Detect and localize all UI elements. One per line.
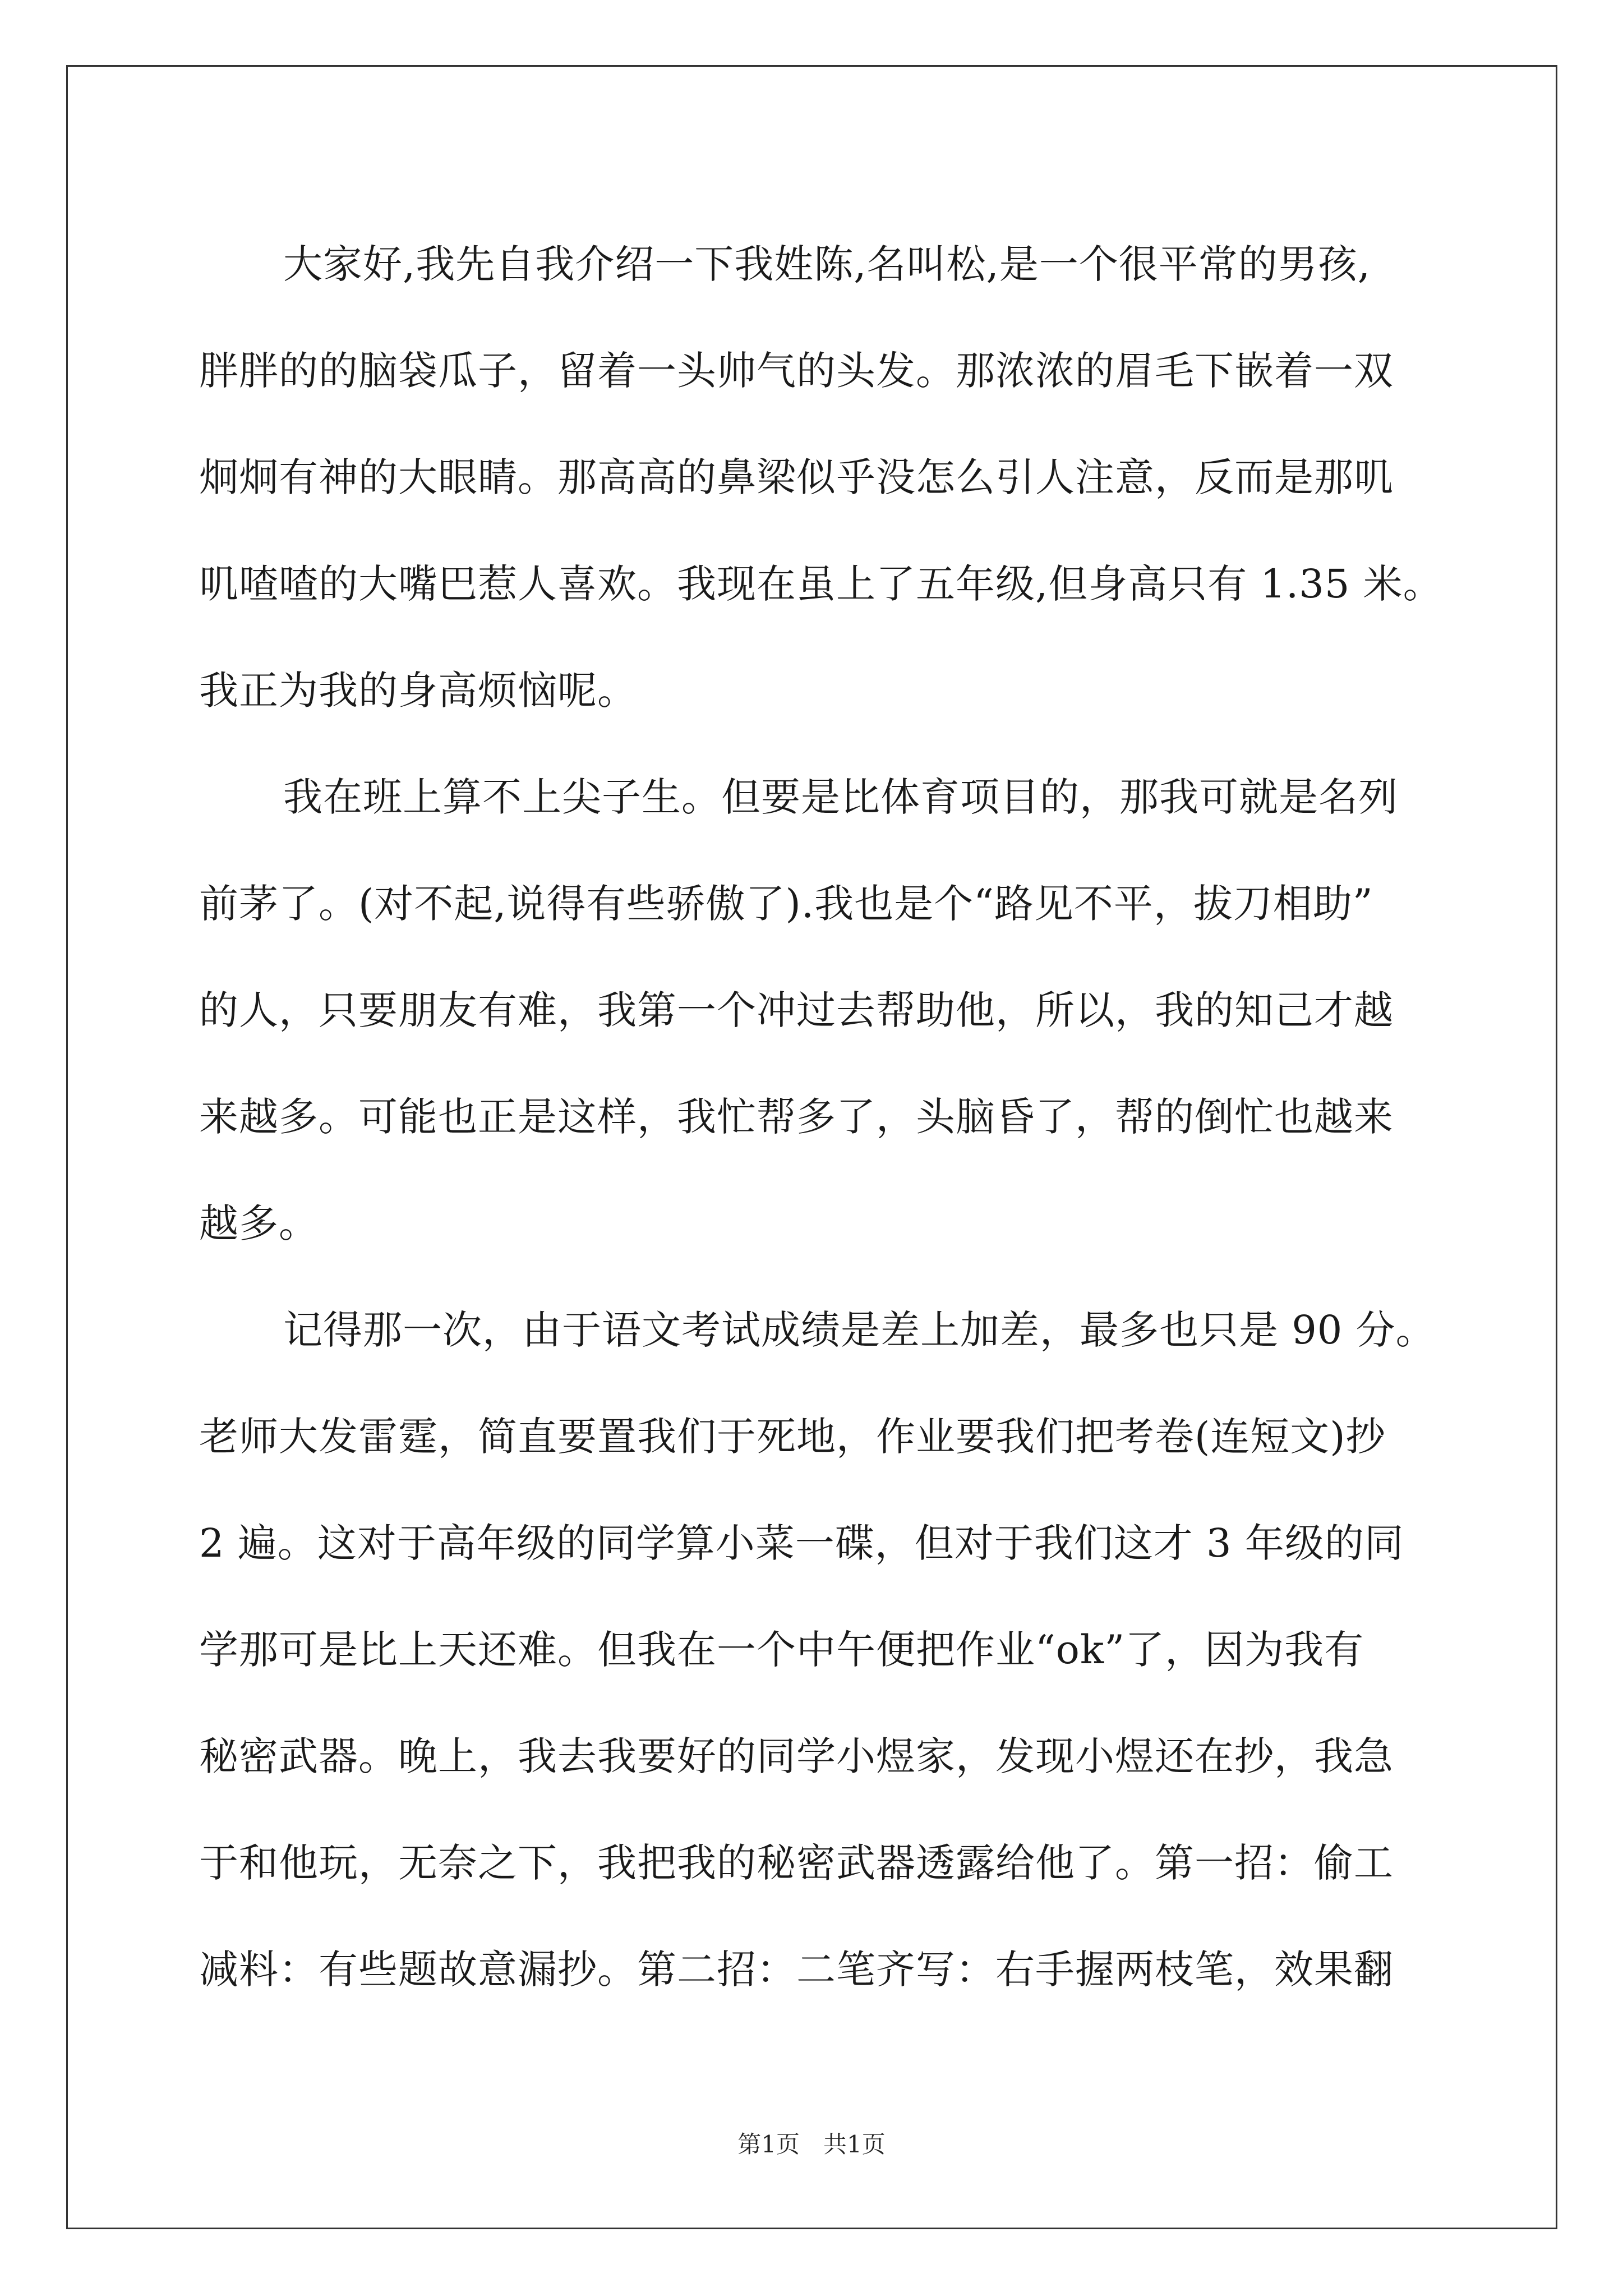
paragraph-2-line-3: 的人，只要朋友有难，我第一个冲过去帮助他，所以，我的知己才越 [199,987,1394,1033]
paragraph-1-line-2: 胖胖的的脑袋瓜子，留着一头帅气的头发。那浓浓的眉毛下嵌着一双 [199,348,1394,394]
paragraph-1-line-3: 炯炯有神的大眼睛。那高高的鼻梁似乎没怎么引人注意，反而是那叽 [199,454,1394,500]
paragraph-3-line-7: 减料：有些题故意漏抄。第二招：二笔齐写：右手握两枝笔，效果翻 [199,1947,1394,1993]
paragraph-3-line-1: 记得那一次，由于语文考试成绩是差上加差，最多也只是 90 分。 [283,1307,1436,1353]
paragraph-1-line-4: 叽喳喳的大嘴巴惹人喜欢。我现在虽上了五年级,但身高只有 1.35 米。 [199,561,1443,607]
paragraph-1-line-5: 我正为我的身高烦恼呢。 [199,668,637,714]
page-number-footer: 第1页 共1页 [737,2131,886,2158]
document-body [199,211,1443,2023]
paragraph-3-line-2: 老师大发雷霆，简直要置我们于死地，作业要我们把考卷(连短文)抄 [199,1414,1386,1460]
paragraph-3-line-6: 于和他玩，无奈之下，我把我的秘密武器透露给他了。第一招：偷工 [199,1840,1394,1886]
paragraph-1-line-1: 大家好,我先自我介绍一下我姓陈,名叫松,是一个很平常的男孩, [283,241,1371,287]
paragraph-2-line-5: 越多。 [199,1200,319,1246]
paragraph-2-line-1: 我在班上算不上尖子生。但要是比体育项目的，那我可就是名列 [283,774,1398,820]
paragraph-2-line-2: 前茅了。(对不起,说得有些骄傲了).我也是个“路见不平，拔刀相助” [199,881,1373,927]
paragraph-3-line-5: 秘密武器。晚上，我去我要好的同学小煜家，发现小煜还在抄，我急 [199,1733,1394,1779]
paragraph-3-line-4: 学那可是比上天还难。但我在一个中午便把作业“ok”了，因为我有 [199,1627,1364,1673]
paragraph-2-line-4: 来越多。可能也正是这样，我忙帮多了，头脑昏了，帮的倒忙也越来 [199,1094,1394,1140]
paragraph-3-line-3: 2 遍。这对于高年级的同学算小菜一碟，但对于我们这才 3 年级的同 [199,1520,1404,1566]
